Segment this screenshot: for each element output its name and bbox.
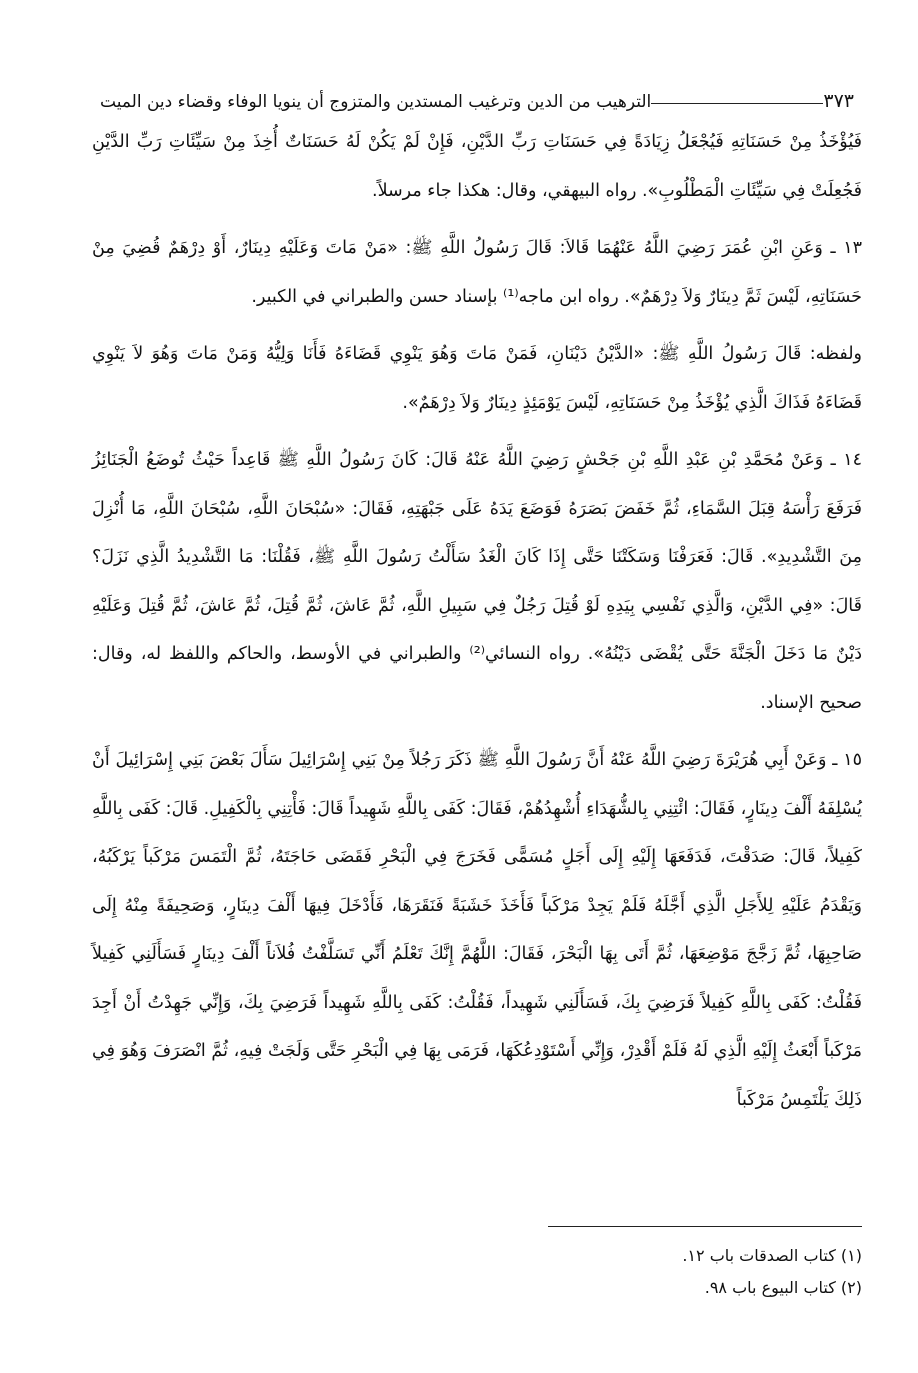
- footnote-1: (١) كتاب الصدقات باب ١٢.: [682, 1246, 862, 1265]
- paragraph-gap: [92, 727, 862, 736]
- header-rule: [651, 103, 823, 104]
- hadith-14: ١٤ ـ وَعَنْ مُحَمَّدِ بْنِ عَبْدِ اللَّهِ بْنِ جَحْشٍ رَضِيَ اللَّهُ عَنْهُ قَالَ: كَانَ رَسُولُ اللَّهِ ﷺ قَاعِداً حَيْثُ تُوضَعُ الْجَنَائِزُ فَرَفَعَ رَأْسَهُ قِبَلَ السَّمَاءِ، ثُمَّ خَفَضَ بَصَرَهُ فَوَضَعَ يَدَهُ عَلَى جَبْهَتِهِ، فَقَالَ: «سُبْحَانَ اللَّهِ، سُبْحَانَ اللَّهِ، مَا أُنْزِلَ مِنَ التَّشْدِيدِ». قَالَ: فَعَرَفْنَا وَسَكَتْنَا حَتَّى إِذَا كَانَ الْغَدُ سَأَلْتُ رَسُولَ اللَّهِ ﷺ، فَقُلْنَا: مَا التَّشْدِيدُ الَّذِي نَزَلَ؟ قَالَ: «فِي الدَّيْنِ، وَالَّذِي نَفْسِي بِيَدِهِ لَوْ قُتِلَ رَجُلٌ فِي سَبِيلِ اللَّهِ، ثُمَّ عَاشَ، ثُمَّ قُتِلَ، ثُمَّ عَاشَ، ثُمَّ قُتِلَ وَعَلَيْهِ دَيْنٌ مَا دَخَلَ الْجَنَّةَ حَتَّى يُقْضَى دَيْنُهُ». رواه النسائي⁽²⁾ والطبراني في الأوسط، والحاكم واللفظ له، وقال: صحيح الإسناد.: [92, 450, 862, 713]
- paragraph-continuation: فَيُؤْخَذُ مِنْ حَسَنَاتِهِ فَيُجْعَلُ زِيَادَةً فِي حَسَنَاتِ رَبِّ الدَّيْنِ، فَإِنْ لَمْ يَكُنْ لَهُ حَسَنَاتٌ أُخِذَ مِنْ سَيِّئَاتِ رَبِّ الدَّيْنِ فَجُعِلَتْ فِي سَيِّئَاتِ الْمَطْلُوبِ». رواه البيهقي، وقال: هكذا جاء مرسلاً.: [92, 132, 862, 201]
- footnote-separator: [548, 1226, 862, 1227]
- running-header: [92, 78, 862, 112]
- main-text: [92, 118, 862, 1124]
- hadith-13: ١٣ ـ وَعَنِ ابْنِ عُمَرَ رَضِيَ اللَّهُ عَنْهُمَا قَالاَ: قَالَ رَسُولُ اللَّهِ ﷺ: «مَنْ مَاتَ وَعَلَيْهِ دِينَارٌ، أَوْ دِرْهَمٌ قُضِيَ مِنْ حَسَنَاتِهِ، لَيْسَ ثَمَّ دِينَارٌ وَلاَ دِرْهَمٌ». رواه ابن ماجه⁽¹⁾ بإسناد حسن والطبراني في الكبير.: [92, 238, 862, 307]
- running-title: الترهيب من الدين وترغيب المستدين والمتزوج أن ينويا الوفاء وقضاء دين الميت: [100, 92, 652, 112]
- paragraph-gap: [92, 427, 862, 436]
- hadith-13-variant: ولفظه: قَالَ رَسُولُ اللَّهِ ﷺ: «الدَّيْنُ دَيْنَانِ، فَمَنْ مَاتَ وَهُوَ يَنْوِي قَضَاءَهُ فَأَنَا وَلِيُّهُ وَمَنْ مَاتَ وَهُوَ لاَ يَنْوِي قَضَاءَهُ فَذَاكَ الَّذِي يُؤْخَذُ مِنْ حَسَنَاتِهِ، لَيْسَ يَوْمَئِذٍ دِينَارٌ وَلاَ دِرْهَمٌ».: [92, 344, 862, 413]
- page-number: ٣٧٣: [823, 90, 854, 112]
- paragraph-gap: [92, 321, 862, 330]
- paragraph-gap: [92, 215, 862, 224]
- hadith-15: ١٥ ـ وَعَنْ أَبِي هُرَيْرَةَ رَضِيَ اللَّهُ عَنْهُ أَنَّ رَسُولَ اللَّهِ ﷺ ذَكَرَ رَجُلاً مِنْ بَنِي إِسْرَائِيلَ سَأَلَ بَعْضَ بَنِي إِسْرَائِيلَ أَنْ يُسْلِفَهُ أَلْفَ دِينَارٍ، فَقَالَ: ائْتِنِي بِالشُّهَدَاءِ أُشْهِدُهُمْ، فَقَالَ: كَفَى بِاللَّهِ شَهِيداً قَالَ: فَأْتِنِي بِالْكَفِيلِ. قَالَ: كَفَى بِاللَّهِ كَفِيلاً، قَالَ: صَدَقْتَ، فَدَفَعَهَا إِلَيْهِ إِلَى أَجَلٍ مُسَمًّى فَخَرَجَ فِي الْبَحْرِ فَقَضَى حَاجَتَهُ، ثُمَّ الْتَمَسَ مَرْكَباً يَرْكَبُهُ، وَيَقْدَمُ عَلَيْهِ لِلأَجَلِ الَّذِي أَجَّلَهُ فَلَمْ يَجِدْ مَرْكَباً فَأَخَذَ خَشَبَةً فَنَقَرَهَا، فَأَدْخَلَ فِيهَا أَلْفَ دِينَارٍ، وَصَحِيفَةً مِنْهُ إِلَى صَاحِبِهَا، ثُمَّ زَجَّجَ مَوْضِعَهَا، ثُمَّ أَتَى بِهَا الْبَحْرَ، فَقَالَ: اللَّهُمَّ إِنَّكَ تَعْلَمُ أَنِّي تَسَلَّفْتُ فُلاَناً أَلْفَ دِينَارٍ فَسَأَلَنِي كَفِيلاً فَقُلْتُ: كَفَى بِاللَّهِ كَفِيلاً فَرَضِيَ بِكَ، فَسَأَلَنِي شَهِيداً، فَقُلْتُ: كَفَى بِاللَّهِ شَهِيداً فَرَضِيَ بِكَ، وَإِنِّي جَهِدْتُ أَنْ أَجِدَ مَرْكَباً أَبْعَثُ إِلَيْهِ الَّذِي لَهُ فَلَمْ أَقْدِرْ، وَإِنِّي أَسْتَوْدِعُكَهَا، فَرَمَى بِهَا فِي الْبَحْرِ حَتَّى وَلَجَتْ فِيهِ، ثُمَّ انْصَرَفَ وَهُوَ فِي ذَلِكَ يَلْتَمِسُ مَرْكَباً: [92, 750, 862, 1110]
- footnote-2: (٢) كتاب البيوع باب ٩٨.: [704, 1278, 862, 1297]
- footnotes: [92, 1240, 862, 1304]
